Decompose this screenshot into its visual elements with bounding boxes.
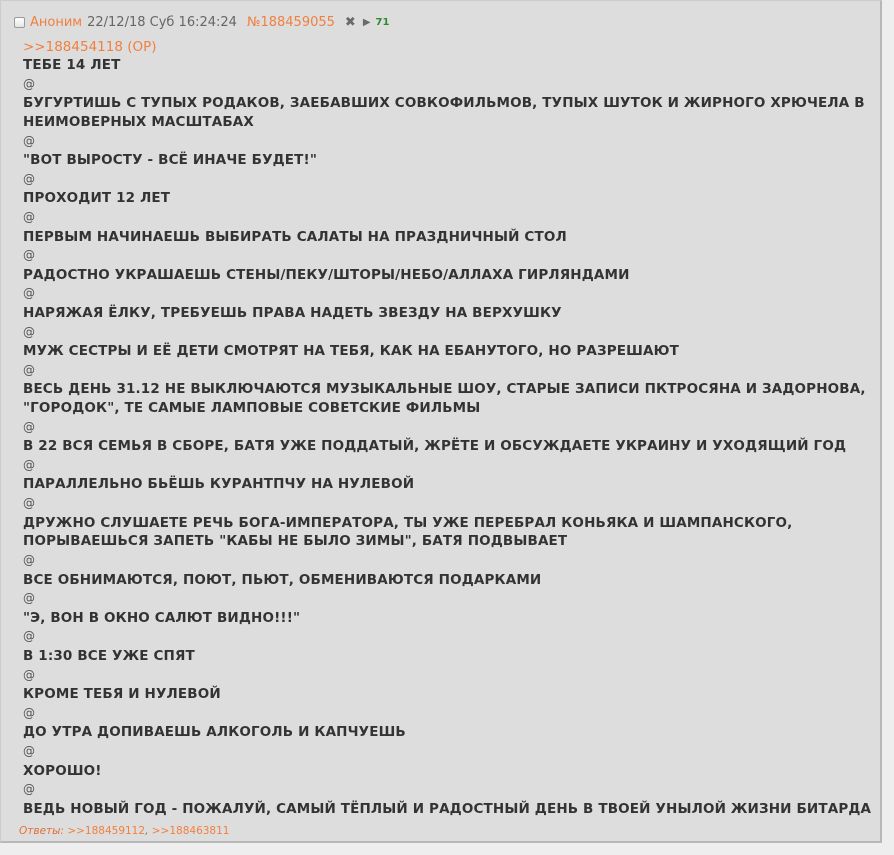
text-line: ХОРОШО! [23, 762, 102, 779]
replies-footer [19, 825, 229, 837]
separator-line: @ [23, 248, 36, 263]
text-line: "ВОТ ВЫРОСТУ - ВСЁ ИНАЧЕ БУДЕТ!" [23, 152, 318, 169]
text-line: НАРЯЖАЯ ЁЛКУ, ТРЕБУЕШЬ ПРАВА НАДЕТЬ ЗВЕЗДУ НА ВЕРХУШКУ [23, 304, 562, 321]
separator-line: @ [23, 210, 36, 225]
text-line: В 22 ВСЯ СЕМЬЯ В СБОРЕ, БАТЯ УЖЕ ПОДДАТЫЙ, ЖРЁТЕ И ОБСУЖДАЕТЕ УКРАИНУ И УХОДЯЩИЙ ГОД [23, 438, 847, 455]
separator-line: @ [23, 667, 36, 682]
separator-line: @ [23, 76, 36, 91]
post-date: 22/12/18 Суб 16:24:24 [87, 14, 237, 30]
separator-line: @ [23, 782, 36, 797]
post-header [14, 13, 389, 31]
text-line: КРОМЕ ТЕБЯ И НУЛЕВОЙ [23, 686, 221, 703]
separator-line: @ [23, 629, 36, 644]
reply-separator: , [145, 825, 149, 837]
text-line: "Э, ВОН В ОКНО САЛЮТ ВИДНО!!!" [23, 609, 301, 626]
separator-line: @ [23, 419, 36, 434]
text-line: РАДОСТНО УКРАШАЕШЬ СТЕНЫ/ПЕКУ/ШТОРЫ/НЕБО/АЛЛАХА ГИРЛЯНДАМИ [23, 266, 630, 283]
separator-line: @ [23, 362, 36, 377]
text-line: ПЕРВЫМ НАЧИНАЕШЬ ВЫБИРАТЬ САЛАТЫ НА ПРАЗДНИЧНЫЙ СТОЛ [23, 228, 567, 245]
select-post-checkbox[interactable] [14, 17, 25, 28]
separator-line: @ [23, 133, 36, 148]
text-line: ПОРЫВАЕШЬСЯ ЗАПЕТЬ "КАБЫ НЕ БЫЛО ЗИМЫ", БАТЯ ПОДВЫВАЕТ [23, 533, 568, 550]
replies-label: Ответы: [19, 825, 64, 837]
separator-line: @ [23, 171, 36, 186]
separator-line: @ [23, 457, 36, 472]
text-line: НЕИМОВЕРНЫХ МАСШТАБАХ [23, 113, 254, 130]
text-line: В 1:30 ВСЕ УЖЕ СПЯТ [23, 647, 195, 664]
text-line: ДО УТРА ДОПИВАЕШЬ АЛКОГОЛЬ И КАПЧУЕШЬ [23, 724, 406, 741]
post-number-link[interactable]: №188459055 [246, 14, 335, 30]
text-line: ВСЕ ОБНИМАЮТСЯ, ПОЮТ, ПЬЮТ, ОБМЕНИВАЮТСЯ ПОДАРКАМИ [23, 571, 542, 588]
text-line: ПАРАЛЛЕЛЬНО БЬЁШЬ КУРАНТПЧУ НА НУЛЕВОЙ [23, 476, 415, 493]
text-line: ПРОХОДИТ 12 ЛЕТ [23, 190, 171, 207]
reply-link[interactable]: >>188463811 [151, 825, 230, 837]
separator-line: @ [23, 496, 36, 511]
text-line: ВЕСЬ ДЕНЬ 31.12 НЕ ВЫКЛЮЧАЮТСЯ МУЗЫКАЛЬНЫЕ ШОУ, СТАРЫЕ ЗАПИСИ ПКТРОСЯНА И ЗАДОРНОВА, [23, 381, 866, 398]
op-reply-link[interactable]: >>188454118 (OP) [23, 39, 157, 55]
text-line: ДРУЖНО СЛУШАЕТЕ РЕЧЬ БОГА-ИМПЕРАТОРА, ТЫ УЖЕ ПЕРЕБРАЛ КОНЬЯКА И ШАМПАНСКОГО, [23, 514, 793, 531]
text-line: ВЕДЬ НОВЫЙ ГОД - ПОЖАЛУЙ, САМЫЙ ТЁПЛЫЙ И РАДОСТНЫЙ ДЕНЬ В ТВОЕЙ УНЫЛОЙ ЖИЗНИ БИТАРДА [23, 800, 872, 817]
separator-line: @ [23, 591, 36, 606]
poster-name: Аноним [30, 14, 83, 30]
post-text [23, 56, 872, 818]
post-body [23, 39, 872, 818]
close-icon[interactable]: ✖ [344, 14, 356, 30]
separator-line: @ [23, 286, 36, 301]
text-line: "ГОРОДОК", ТЕ САМЫЕ ЛАМПОВЫЕ СОВЕТСКИЕ ФИЛЬМЫ [23, 400, 481, 417]
separator-line: @ [23, 553, 36, 568]
text-line: МУЖ СЕСТРЫ И ЕЁ ДЕТИ СМОТРЯТ НА ТЕБЯ, КАК НА ЕБАНУТОГО, НО РАЗРЕШАЮТ [23, 343, 679, 360]
post-counter: 71 [375, 16, 390, 28]
separator-line: @ [23, 324, 36, 339]
text-line: ТЕБЕ 14 ЛЕТ [23, 57, 121, 73]
text-line: БУГУРТИШЬ С ТУПЫХ РОДАКОВ, ЗАЕБАВШИХ СОВКОФИЛЬМОВ, ТУПЫХ ШУТОК И ЖИРНОГО ХРЮЧЕЛА В [23, 95, 865, 112]
separator-line: @ [23, 744, 36, 759]
separator-line: @ [23, 705, 36, 720]
reply-link[interactable]: >>188459112 [67, 825, 146, 837]
play-icon[interactable]: ▶ [362, 16, 371, 28]
